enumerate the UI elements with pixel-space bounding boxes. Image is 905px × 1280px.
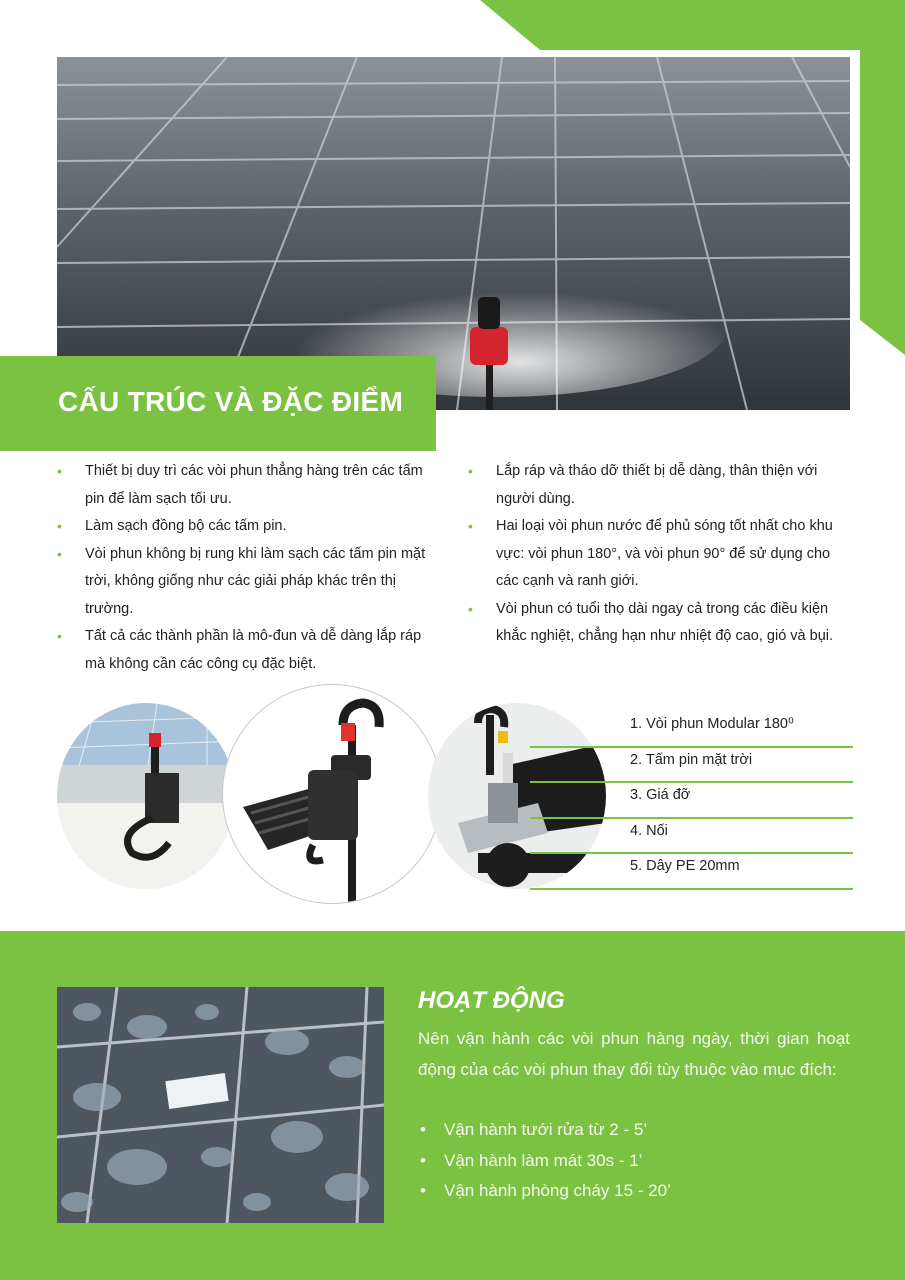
feature-item: • Thiết bị duy trì các vòi phun thẳng hàng trên các tấm pin để làm sạch tối ưu. xyxy=(57,458,437,513)
features-list-right xyxy=(468,458,852,651)
part-item xyxy=(530,819,853,855)
operation-title: HOẠT ĐỘNG xyxy=(418,987,565,1014)
part-label: 2. Tấm pin mặt trời xyxy=(630,751,753,768)
parts-legend xyxy=(530,712,853,890)
part-label: 1. Vòi phun Modular 180⁰ xyxy=(630,716,794,732)
feature-item: • Lắp ráp và tháo dỡ thiết bị dễ dàng, thân thiện với người dùng. xyxy=(468,458,852,513)
feature-item: • Vòi phun không bị rung khi làm sạch các tấm pin mặt trời, không giống như các giải pháp khác trên thị trường. xyxy=(57,541,437,624)
operation-item: • Vận hành tưới rửa từ 2 - 5’ xyxy=(418,1115,671,1146)
installed-sprinkler-photo xyxy=(57,703,235,889)
section-title-band xyxy=(0,356,436,451)
part-item xyxy=(530,783,853,819)
part-label: 3. Giá đỡ xyxy=(630,787,691,803)
operation-item: • Vận hành làm mát 30s - 1’ xyxy=(418,1146,671,1177)
features-list-left xyxy=(57,458,437,678)
feature-item: • Tất cả các thành phần là mô-đun và dễ dàng lắp ráp mà không cần các công cụ đặc biệt. xyxy=(57,623,437,678)
operation-item: • Vận hành phòng cháy 15 - 20’ xyxy=(418,1176,671,1207)
part-label: 4. Nối xyxy=(630,822,668,839)
section-title: CẤU TRÚC VÀ ĐẶC ĐIỂM xyxy=(58,386,404,417)
part-item xyxy=(530,748,853,784)
feature-item: • Làm sạch đồng bộ các tấm pin. xyxy=(57,513,437,541)
part-label: 5. Dây PE 20mm xyxy=(630,858,740,874)
sprinkler-mount-photo xyxy=(222,684,442,904)
wet-panel-photo xyxy=(57,987,384,1223)
operation-list xyxy=(418,1115,671,1207)
part-item xyxy=(530,854,853,890)
feature-item: • Hai loại vòi phun nước để phủ sóng tốt nhất cho khu vực: vòi phun 180°, và vòi phun 90° để sử dụng cho các cạnh và ranh giới. xyxy=(468,513,852,596)
part-item xyxy=(530,712,853,748)
operation-description: Nên vận hành các vòi phun hàng ngày, thời gian hoạt động của các vòi phun thay đổi tùy thuộc vào mục đích: xyxy=(418,1029,850,1079)
feature-item: • Vòi phun có tuổi thọ dài ngay cả trong các điều kiện khắc nghiệt, chẳng hạn như nhiệt độ cao, gió và bụi. xyxy=(468,596,852,651)
part-divider xyxy=(530,888,853,890)
